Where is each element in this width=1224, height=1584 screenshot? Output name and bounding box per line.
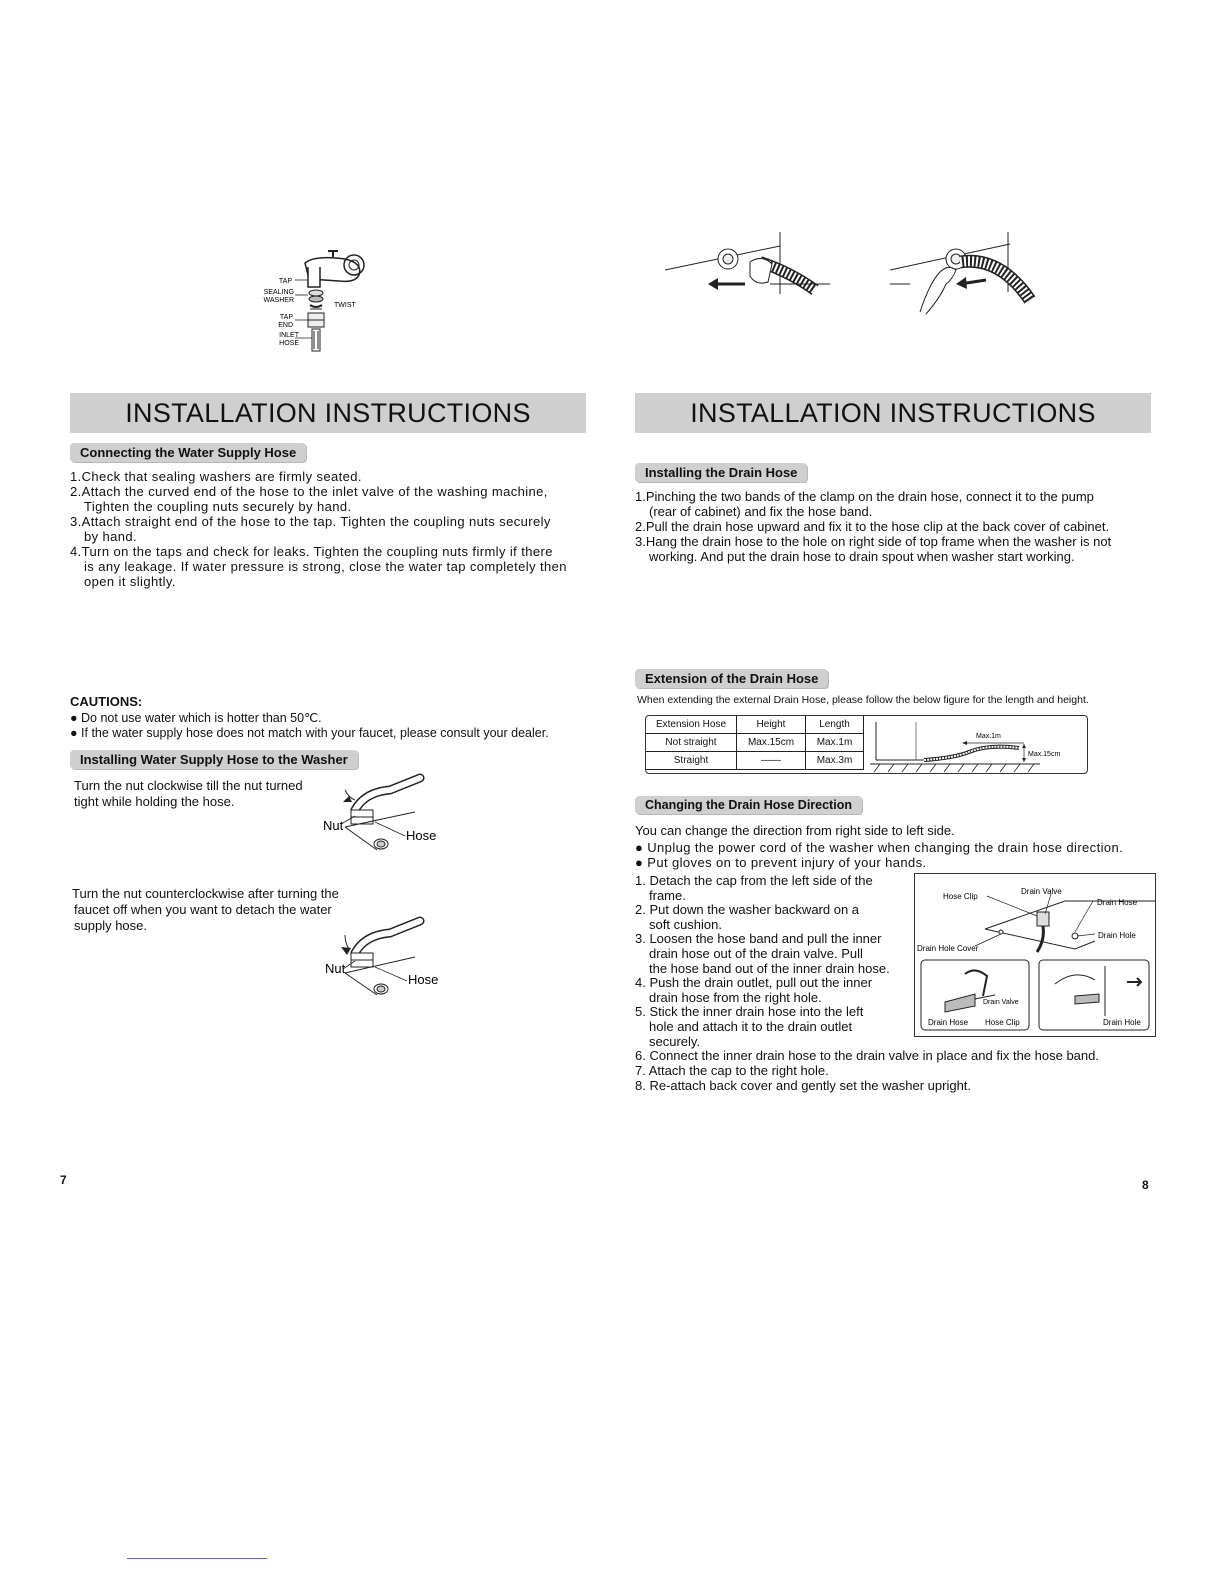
bullet-text: Put gloves on to prevent injury of your hands. — [647, 855, 927, 870]
drain-valve-label: Drain Valve — [983, 999, 1019, 1006]
step-line: 4.Turn on the taps and check for leaks. Tighten the coupling nuts firmly if there — [70, 544, 553, 559]
table-cell: —— — [737, 752, 806, 770]
step-line: 6. Connect the inner drain hose to the drain valve in place and fix the hose band. — [635, 1048, 1099, 1063]
step-line: hole and attach it to the drain outlet — [649, 1018, 853, 1034]
cautions-heading: CAUTIONS: — [70, 694, 143, 709]
hose-label: Hose — [408, 972, 439, 987]
extension-table — [645, 715, 864, 770]
step-line: drain hose from the right hole. — [649, 989, 822, 1005]
step-line: working. And put the drain hose to drain spout when washer start working. — [649, 549, 1075, 564]
table-header: Height — [737, 716, 806, 734]
nut-label: Nut — [323, 818, 344, 833]
step-line: 3.Hang the drain hose to the hole on right side of top frame when the washer is not — [635, 534, 1112, 549]
nut-counterclockwise-figure — [315, 915, 455, 1005]
extension-box — [645, 715, 1088, 774]
step-line: drain hose out of the drain valve. Pull — [649, 945, 863, 961]
inlet-label: INLET — [279, 332, 299, 339]
step-line: securely. — [649, 1033, 701, 1049]
right-title-text: INSTALLATION INSTRUCTIONS — [690, 397, 1096, 428]
step-line: 2.Pull the drain hose upward and fix it to the hose clip at the back cover of cabinet. — [635, 519, 1110, 534]
extension-diagram — [864, 716, 1087, 773]
step-line: the hose band out of the inner drain hose. — [649, 960, 890, 976]
hose-label: Hose — [406, 828, 437, 843]
direction-steps-full — [635, 1048, 1099, 1093]
caution-item: ● If the water supply hose does not match with your faucet, please consult your dealer. — [70, 726, 549, 740]
section-heading-water-supply: Connecting the Water Supply Hose — [70, 443, 306, 462]
drain-valve-label: Drain Valve — [1021, 887, 1062, 896]
table-cell: Not straight — [646, 734, 737, 752]
step-line: 5. Stick the inner drain hose into the left — [635, 1004, 864, 1020]
step-line: 1.Check that sealing washers are firmly seated. — [70, 469, 362, 484]
drain-hose-label: Drain Hose — [1097, 898, 1138, 907]
para-line: supply hose. — [74, 918, 147, 933]
page-number-left: 7 — [60, 1173, 67, 1187]
step-line: 7. Attach the cap to the right hole. — [635, 1063, 829, 1078]
cautions-list — [70, 711, 549, 741]
tap-hose-figure — [250, 243, 380, 693]
step-line: 8. Re-attach back cover and gently set the washer upright. — [635, 1078, 972, 1093]
nut-clockwise-figure — [315, 772, 455, 862]
drain-hole-label: Drain Hole — [1103, 1018, 1141, 1027]
direction-figure — [915, 874, 1155, 1036]
drain-hose-label: Drain Hose — [928, 1018, 969, 1027]
diagram-length-label: Max.1m — [976, 733, 1001, 740]
table-row — [646, 734, 864, 752]
table-header-row — [646, 716, 864, 734]
section-heading-drain-hose: Installing the Drain Hose — [635, 463, 807, 482]
left-title-text: INSTALLATION INSTRUCTIONS — [125, 397, 531, 428]
section-heading-direction: Changing the Drain Hose Direction — [635, 796, 862, 814]
step-line: 2.Attach the curved end of the hose to the inlet valve of the washing machine, — [70, 484, 548, 499]
hose-clip-label: Hose Clip — [985, 1018, 1020, 1027]
table-row — [646, 752, 864, 770]
para-line: Turn the nut clockwise till the nut turned — [74, 778, 303, 793]
extension-intro: When extending the external Drain Hose, please follow the below figure for the length and height. — [637, 694, 1089, 706]
table-header: Length — [806, 716, 864, 734]
table-cell: Straight — [646, 752, 737, 770]
direction-intro: You can change the direction from right side to left side. — [635, 823, 955, 838]
step-line: (rear of cabinet) and fix the hose band. — [649, 504, 873, 519]
table-cell: Max.15cm — [737, 734, 806, 752]
step-line: by hand. — [84, 529, 138, 544]
step-line: Tighten the coupling nuts securely by hand. — [84, 499, 352, 514]
hose-clip-label: Hose Clip — [943, 892, 978, 901]
footer-link-underline — [127, 1558, 267, 1559]
nut-label: Nut — [325, 961, 346, 976]
section-heading-install-hose: Installing Water Supply Hose to the Washer — [70, 750, 358, 769]
hose-label: HOSE — [279, 340, 299, 347]
caution-item: ● Do not use water which is hotter than 50℃. — [70, 711, 322, 725]
end-label: END — [278, 322, 293, 329]
step-line: 1. Detach the cap from the left side of the — [635, 873, 873, 888]
para-line: faucet off when you want to detach the water — [74, 902, 332, 917]
twist-label: TWIST — [334, 302, 356, 309]
bullet-item: ● Put gloves on to prevent injury of your hands. — [635, 855, 927, 870]
tap-end-label: TAP — [279, 314, 293, 321]
step-line: 4. Push the drain outlet, pull out the inner — [635, 975, 873, 991]
step-line: soft cushion. — [649, 916, 722, 932]
step-line: 1.Pinching the two bands of the clamp on the drain hose, connect it to the pump — [635, 489, 1094, 504]
step-line: open it slightly. — [84, 574, 176, 589]
page-number-right: 8 — [1142, 1178, 1149, 1192]
step-line: 3. Loosen the hose band and pull the inner — [635, 931, 882, 947]
para-line: Turn the nut counterclockwise after turning the — [72, 886, 339, 901]
direction-bullets — [635, 840, 1123, 870]
bullet-text: Unplug the power cord of the washer when changing the drain hose direction. — [647, 840, 1124, 855]
step-line: frame. — [649, 887, 686, 903]
diagram-height-label: Max.15cm — [1028, 751, 1061, 758]
step-line: is any leakage. If water pressure is strong, close the water tap completely then — [84, 559, 567, 574]
table-header: Extension Hose — [646, 716, 737, 734]
sealing-label: SEALING — [263, 289, 294, 296]
section-heading-extension: Extension of the Drain Hose — [635, 669, 828, 688]
step-line: 2. Put down the washer backward on a — [635, 902, 860, 918]
bullet-item: ● Unplug the power cord of the washer when changing the drain hose direction. — [635, 840, 1124, 855]
tap-label: TAP — [278, 278, 292, 285]
direction-steps-wrapped — [635, 874, 890, 1049]
drain-hole-cover-label: Drain Hole Cover — [917, 944, 979, 953]
para-line: tight while holding the hose. — [74, 794, 235, 809]
counterclockwise-paragraph — [72, 886, 339, 934]
step-line: 3.Attach straight end of the hose to the tap. Tighten the coupling nuts securely — [70, 514, 551, 529]
caution-text: Do not use water which is hotter than 50℃. — [81, 711, 322, 725]
table-cell: Max.3m — [806, 752, 864, 770]
washer-label: WASHER — [263, 297, 294, 304]
table-cell: Max.1m — [806, 734, 864, 752]
direction-figure-box — [914, 873, 1156, 1037]
clockwise-paragraph — [74, 778, 303, 810]
drain-hose-figures — [660, 232, 1060, 652]
drain-hole-label: Drain Hole — [1098, 931, 1136, 940]
caution-text: If the water supply hose does not match with your faucet, please consult your dealer. — [81, 726, 549, 740]
